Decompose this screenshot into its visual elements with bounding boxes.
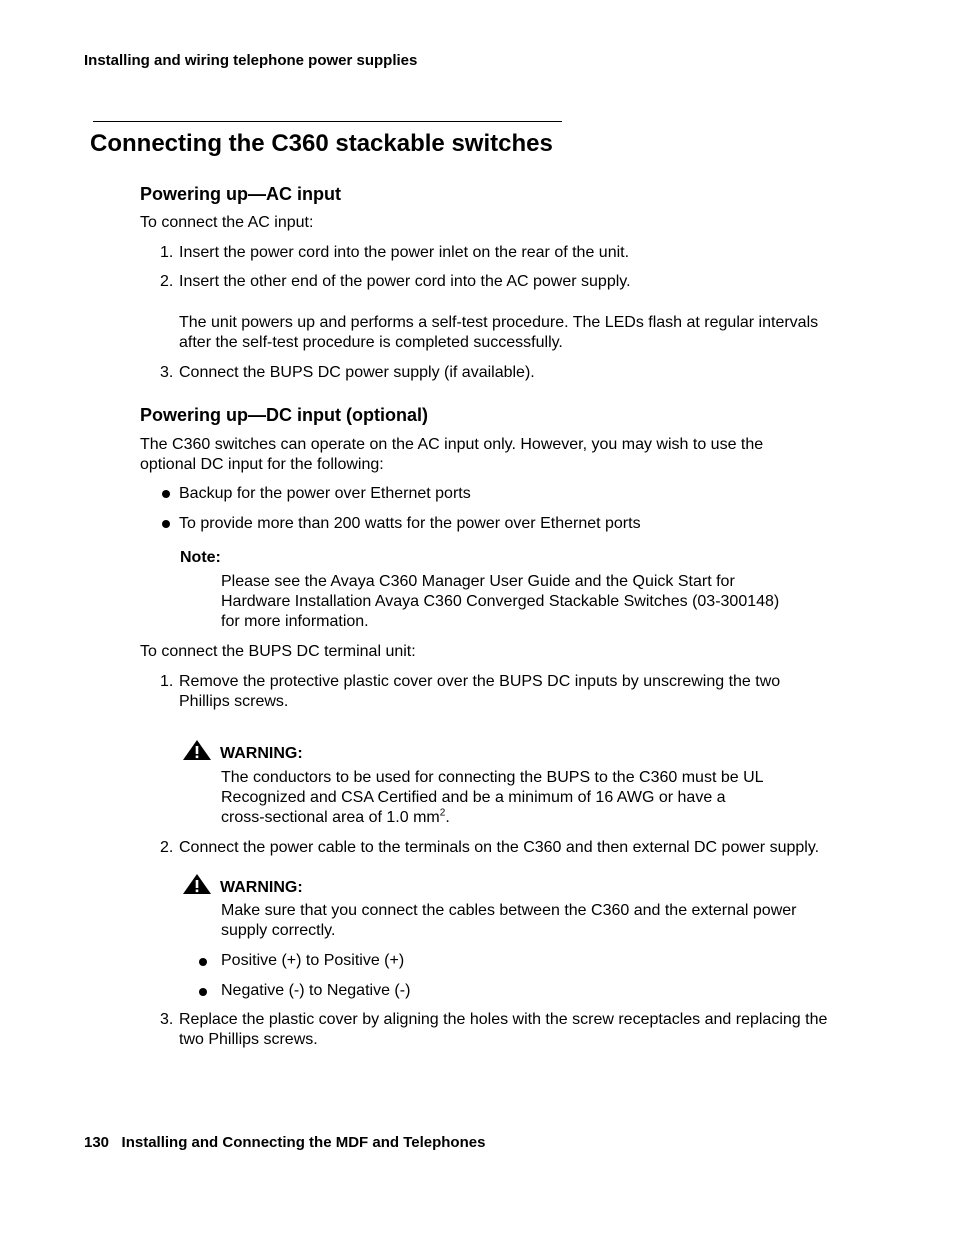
dc-step3-line1: Replace the plastic cover by aligning the holes with the screw receptacles and replacing the: [179, 1011, 828, 1028]
bullet-dot: [162, 520, 170, 528]
warning1-line3-text: cross-sectional area of 1.0 mm: [221, 809, 440, 826]
ac-step2-text: Insert the other end of the power cord into the AC power supply.: [179, 273, 631, 290]
warning2-label: WARNING:: [220, 879, 303, 896]
bullet-dot: [199, 988, 207, 996]
warning2-bullet2: Negative (-) to Negative (-): [221, 982, 411, 999]
dc-step1-line2: Phillips screws.: [179, 693, 289, 710]
page-title: Connecting the C360 stackable switches: [90, 130, 553, 157]
bullet-dot: [199, 958, 207, 966]
warning-icon: [182, 873, 212, 895]
dc-intro-line1: The C360 switches can operate on the AC input only. However, you may wish to use the: [140, 436, 764, 453]
bups-intro: To connect the BUPS DC terminal unit:: [140, 643, 416, 660]
dc-bullet1: Backup for the power over Ethernet ports: [179, 485, 471, 502]
note-line3: for more information.: [221, 613, 369, 630]
dc-step2-number: 2.: [160, 839, 174, 856]
ac-heading: Powering up—AC input: [140, 184, 341, 204]
dc-step2-text: Connect the power cable to the terminals on the C360 and then external DC power supply.: [179, 839, 820, 856]
dc-intro-line2: optional DC input for the following:: [140, 456, 384, 473]
dc-heading: Powering up—DC input (optional): [140, 405, 428, 425]
warning2-line2: supply correctly.: [221, 922, 336, 939]
warning1-superscript: 2: [439, 807, 446, 819]
warning1-label: WARNING:: [220, 745, 303, 762]
warning1-line2: Recognized and CSA Certified and be a minimum of 16 AWG or have a: [221, 789, 726, 806]
warning1-period: .: [445, 809, 450, 826]
ac-step3-text: Connect the BUPS DC power supply (if available).: [179, 364, 535, 381]
warning-icon: [182, 739, 212, 761]
page-number: 130: [84, 1134, 110, 1151]
ac-step2-result-line2: after the self-test procedure is completed successfully.: [179, 334, 563, 351]
ac-step3-number: 3.: [160, 364, 174, 381]
ac-step2-result-line1: The unit powers up and performs a self-test procedure. The LEDs flash at regular intervals: [179, 314, 819, 331]
ac-step1-number: 1.: [160, 244, 174, 261]
note-line2: Hardware Installation Avaya C360 Converged Stackable Switches (03-300148): [221, 593, 780, 610]
ac-intro: To connect the AC input:: [140, 214, 314, 231]
running-header: Installing and wiring telephone power supplies: [84, 52, 418, 69]
warning2-line1: Make sure that you connect the cables between the C360 and the external power: [221, 902, 797, 919]
dc-step3-number: 3.: [160, 1011, 174, 1028]
ac-step1-text: Insert the power cord into the power inlet on the rear of the unit.: [179, 244, 630, 261]
note-line1: Please see the Avaya C360 Manager User Guide and the Quick Start for: [221, 573, 735, 590]
warning1-line3: [221, 808, 450, 828]
bullet-dot: [162, 490, 170, 498]
page-footer: [84, 1134, 485, 1151]
ac-step2-number: 2.: [160, 273, 174, 290]
warning1-line1: The conductors to be used for connecting the BUPS to the C360 must be UL: [221, 769, 764, 786]
note-label: Note:: [180, 549, 221, 566]
footer-book-title: Installing and Connecting the MDF and Telephones: [121, 1134, 486, 1151]
warning2-bullet1: Positive (+) to Positive (+): [221, 952, 405, 969]
dc-step1-line1: Remove the protective plastic cover over the BUPS DC inputs by unscrewing the two: [179, 673, 781, 690]
dc-step3-line2: two Phillips screws.: [179, 1031, 318, 1048]
dc-bullet2: To provide more than 200 watts for the power over Ethernet ports: [179, 515, 641, 532]
heading-rule: [93, 121, 562, 122]
dc-step1-number: 1.: [160, 673, 174, 690]
